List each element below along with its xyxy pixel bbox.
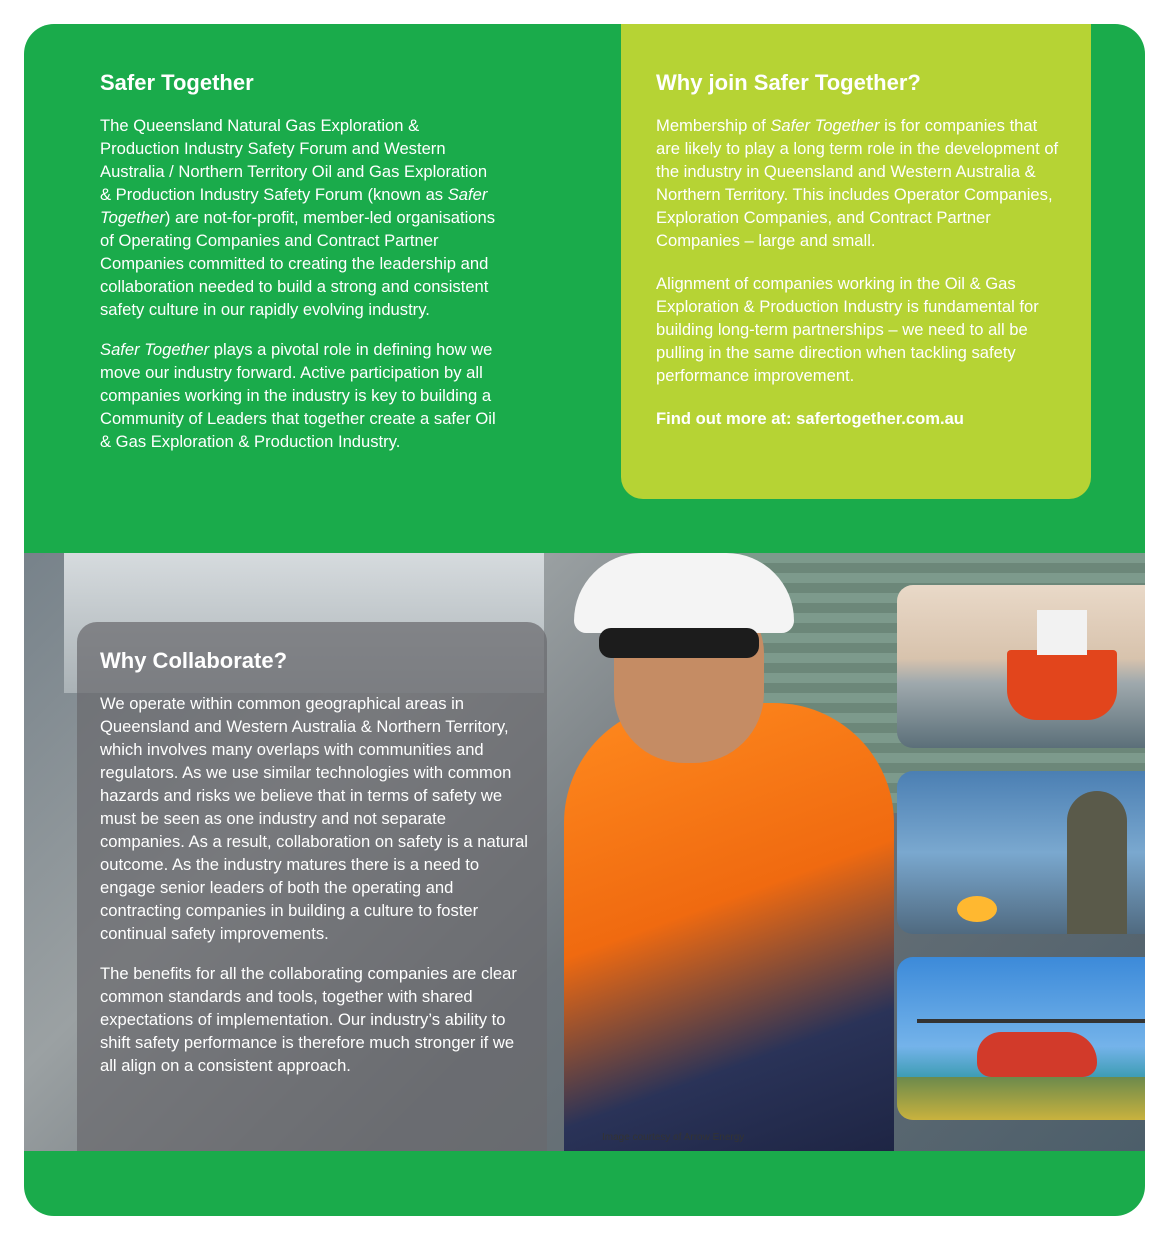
safer-together-paragraph-2: Safer Together plays a pivotal role in defining how we move our industry forward. Active participation by all companies working in the industry is key to building a Community of Leaders that together create a safer Oil & Gas Exploration & Production Industry.: [100, 340, 496, 451]
find-out-more-link[interactable]: Find out more at: safertogether.com.au: [656, 409, 964, 428]
rig-worker: [1067, 791, 1127, 934]
why-join-paragraph-2: Alignment of companies working in the Oil & Gas Exploration & Production Industry is fundamental for building long-term partnerships – we need to all be pulling in the same direction when tackling safety performance improvement.: [656, 274, 1039, 385]
why-collaborate-paragraph-1: We operate within common geographical areas in Queensland and Western Australia & Northern Territory, which involves many overlaps with communities and regulators. As we use similar technologies with common hazards and risks we believe that in terms of safety we must be seen as one industry and not separate companies. As a result, collaboration on safety is a natural outcome. As the industry matures there is a need to engage senior leaders of both the operating and contracting companies in building a culture to foster continual safety improvements.: [100, 694, 528, 943]
why-join-paragraph-1: Membership of Safer Together is for companies that are likely to play a long term role in the development of the industry in Queensland and Western Australia & Northern Territory. This includes Operator Companies, Exploration Companies, and Contract Partner Companies – large and small.: [656, 116, 1059, 250]
why-join-heading: Why join Safer Together?: [656, 70, 921, 95]
safety-glasses: [599, 628, 759, 658]
worker-hi-vis-shirt: [564, 703, 894, 1151]
why-collaborate-paragraph-2: The benefits for all the collaborating companies are clear common standards and tools, together with shared expectations of implementation. Our industry’s ability to shift safety performance is therefore much stronger if we all align on a consistent approach.: [100, 964, 517, 1075]
why-join-box: [621, 24, 1091, 499]
hard-hat: [574, 553, 794, 633]
helipad: [897, 1077, 1145, 1120]
safer-together-heading: Safer Together: [100, 70, 254, 95]
brochure-panel: [24, 24, 1145, 1216]
drilling-rig-photo: [897, 771, 1145, 934]
ship-bridge: [1037, 610, 1087, 655]
flare: [957, 896, 997, 922]
ship-hull: [1007, 650, 1117, 720]
safer-together-paragraph-1: The Queensland Natural Gas Exploration & Production Industry Safety Forum and Western Australia / Northern Territory Oil and Gas Exploration & Production Industry Safety Forum (known as Safer Together) are not-for-profit, member-led organisations of Operating Companies and Contract Partner Companies committed to creating the leadership and collaboration needed to build a strong and consistent safety culture in our rapidly evolving industry.: [100, 116, 496, 319]
helicopter-photo: [897, 957, 1145, 1120]
why-collaborate-box: [77, 622, 547, 1151]
why-collaborate-heading: Why Collaborate?: [100, 648, 288, 673]
image-credit: Image courtesy of Arrow Energy: [602, 1132, 745, 1143]
rotor: [917, 1019, 1145, 1023]
worker-photo: [24, 553, 1145, 1151]
helicopter: [977, 1032, 1097, 1077]
supply-ship-photo: [897, 585, 1145, 748]
safer-together-section: [100, 70, 500, 470]
